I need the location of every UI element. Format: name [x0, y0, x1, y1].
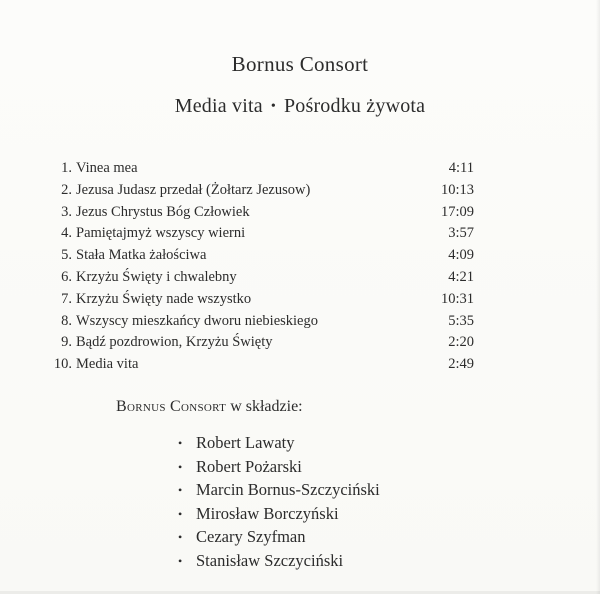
album-title — [0, 95, 600, 118]
track-title: Bądź pozdrowion, Krzyżu Święty — [76, 334, 273, 351]
member-item — [178, 549, 380, 573]
track-duration: 5:35 — [448, 312, 474, 329]
track-row — [44, 202, 474, 224]
track-title: Stała Matka żałościwa — [76, 247, 207, 264]
bullet-icon: • — [178, 459, 183, 474]
track-duration: 10:13 — [440, 181, 474, 198]
page-edge-shadow — [596, 0, 600, 594]
track-row — [44, 289, 474, 311]
track-row — [44, 180, 474, 202]
member-item — [178, 525, 380, 549]
member-item — [178, 431, 380, 455]
bullet-icon: • — [178, 483, 183, 497]
track-title: Wszyscy mieszkańcy dworu niebieskiego — [76, 312, 318, 329]
member-name: Mirosław Borczyński — [196, 503, 339, 523]
members-heading-suffix: w składzie: — [226, 398, 303, 415]
track-number: 6. — [61, 268, 72, 285]
bullet-icon: • — [178, 506, 183, 521]
track-duration: 4:11 — [448, 160, 474, 176]
bullet-icon: • — [178, 530, 183, 544]
track-number: 3. — [61, 203, 72, 220]
track-title: Media vita — [76, 356, 139, 373]
track-title: Krzyżu Święty i chwalebny — [76, 268, 237, 285]
track-title: Pamiętajmyż wszyscy wierni — [76, 225, 246, 242]
tracklist — [44, 158, 474, 376]
album-title-latin: Media vita — [174, 95, 263, 117]
track-row — [44, 354, 474, 376]
track-title: Jezusa Judasz przedał (Żołtarz Jezusow) — [76, 181, 311, 198]
album-title-polish: Pośrodku żywota — [283, 95, 426, 117]
track-row — [44, 158, 474, 180]
track-title: Krzyżu Święty nade wszystko — [76, 290, 252, 307]
track-number: 8. — [61, 312, 72, 329]
track-number: 5. — [61, 247, 72, 264]
track-duration: 2:49 — [448, 356, 474, 373]
track-duration: 4:09 — [448, 247, 474, 264]
track-title: Jezus Chrystus Bóg Człowiek — [76, 203, 250, 220]
track-number: 9. — [61, 334, 72, 351]
track-row — [44, 267, 474, 289]
member-name: Robert Lawaty — [196, 433, 295, 452]
track-number: 10. — [53, 356, 72, 373]
track-row — [44, 223, 474, 245]
track-number: 7. — [61, 290, 72, 307]
member-name: Marcin Bornus-Szczyciński — [196, 480, 380, 499]
bullet-icon: • — [178, 436, 183, 450]
track-title: Vinea mea — [76, 160, 138, 176]
track-number: 2. — [61, 181, 72, 198]
member-name: Stanisław Szczyciński — [196, 550, 344, 570]
bullet-icon: • — [178, 553, 183, 568]
track-duration: 4:21 — [448, 268, 474, 285]
track-duration: 3:57 — [448, 225, 474, 242]
track-number: 1. — [61, 160, 72, 176]
track-duration: 10:31 — [440, 290, 474, 307]
track-row — [44, 245, 474, 267]
track-row — [44, 332, 474, 354]
track-number: 4. — [61, 225, 72, 242]
member-name: Robert Pożarski — [196, 456, 302, 476]
members-list — [178, 431, 380, 572]
ensemble-title: Bornus Consort — [231, 52, 369, 76]
track-duration: 2:20 — [448, 334, 474, 351]
members-heading-ensemble: Bornus Consort — [116, 398, 227, 415]
track-duration: 17:09 — [440, 203, 474, 220]
track-row — [44, 311, 474, 333]
member-item — [178, 478, 380, 502]
member-item — [178, 502, 380, 526]
member-item — [178, 455, 380, 479]
member-name: Cezary Szyfman — [196, 527, 306, 546]
title-separator: • — [270, 99, 276, 114]
members-heading — [116, 398, 303, 416]
